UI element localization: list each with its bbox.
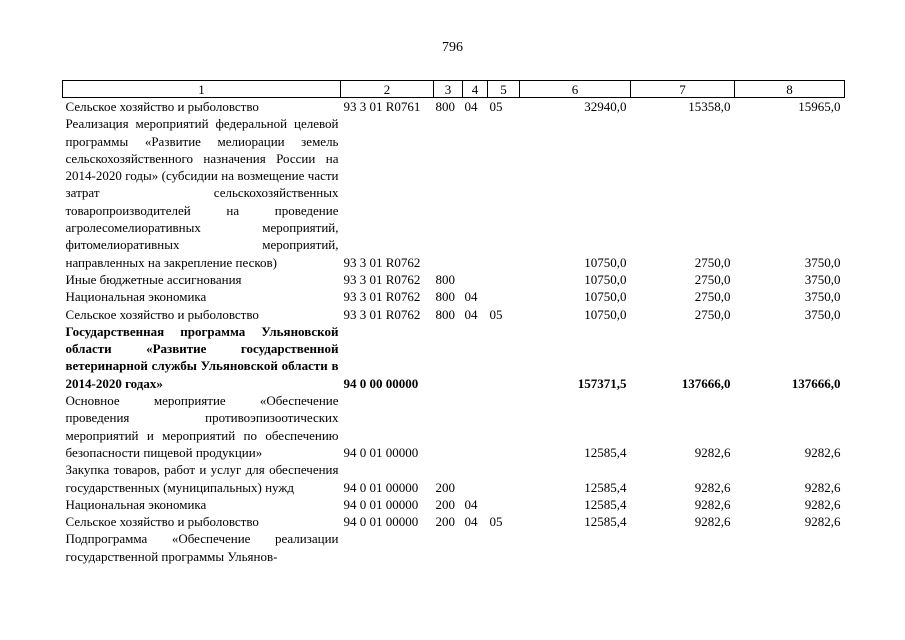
table-body [63, 98, 845, 566]
amount-col7: 2750,0 [694, 289, 731, 305]
column-header: 6 [520, 81, 631, 98]
amount-col7 [631, 530, 735, 565]
amount-col7: 2750,0 [694, 306, 731, 322]
row-name: Сельское хозяйство и рыболовство [65, 514, 259, 530]
expense-type-code [434, 392, 463, 461]
subsection-code [488, 392, 520, 461]
section-code: 04 [464, 496, 478, 512]
section-code [463, 323, 488, 392]
column-header: 8 [735, 81, 845, 98]
amount-col8: 137666,0 [791, 375, 841, 391]
amount-col7: 9282,6 [694, 444, 731, 460]
expense-type-code [434, 323, 463, 392]
expense-type-code: 800 [435, 271, 455, 287]
budget-code: 93 3 01 R0761 [343, 99, 421, 114]
subsection-code [488, 496, 520, 513]
column-header: 2 [341, 81, 434, 98]
amount-col7: 137666,0 [681, 375, 731, 391]
amount-col7: 2750,0 [694, 271, 731, 287]
table-row [63, 513, 845, 530]
amount-col7: 9282,6 [694, 496, 731, 512]
amount-col8: 9282,6 [804, 514, 841, 530]
column-header: 7 [631, 81, 735, 98]
expense-type-code: 200 [435, 514, 455, 530]
row-name: Национальная экономика [65, 289, 207, 305]
amount-col6: 12585,4 [584, 496, 627, 512]
subsection-code [488, 288, 520, 305]
table-row [63, 530, 845, 565]
row-name: Национальная экономика [65, 496, 207, 512]
amount-col8: 3750,0 [804, 306, 841, 322]
expense-type-code: 800 [435, 99, 455, 114]
column-header-row [63, 81, 845, 98]
table-row [63, 115, 845, 271]
row-name: Основное мероприятие «Обеспечение проведения противоэпизоотических мероприятий и мероприятий по обеспечению безопасности пищевой продукции» [65, 393, 339, 460]
subsection-code: 05 [489, 306, 503, 322]
table-row [63, 323, 845, 392]
subsection-code: 05 [489, 99, 503, 114]
table-row [63, 306, 845, 323]
section-code [463, 392, 488, 461]
section-code: 04 [464, 514, 478, 530]
expense-type-code [434, 530, 463, 565]
budget-code: 94 0 01 00000 [343, 479, 419, 495]
subsection-code [488, 115, 520, 271]
subsection-code [488, 323, 520, 392]
section-code [463, 530, 488, 565]
amount-col8: 15965,0 [798, 99, 841, 114]
row-name: Подпрограмма «Обеспечение реализации государственной программы Ульянов- [65, 531, 339, 564]
row-name: Закупка товаров, работ и услуг для обеспечения государственных (муниципальных) нужд [65, 462, 339, 495]
section-code: 04 [464, 289, 478, 305]
budget-table [62, 80, 845, 565]
page-number: 796 [442, 40, 463, 55]
expense-type-code: 200 [435, 479, 455, 495]
table-row [63, 98, 845, 116]
amount-col6 [520, 530, 631, 565]
expense-type-code: 800 [435, 289, 455, 305]
expense-type-code: 800 [435, 306, 455, 322]
amount-col8: 9282,6 [804, 496, 841, 512]
amount-col7: 2750,0 [694, 254, 731, 270]
subsection-code [488, 461, 520, 496]
expense-type-code: 200 [435, 496, 455, 512]
column-header: 1 [63, 81, 341, 98]
amount-col6: 10750,0 [584, 271, 627, 287]
subsection-code [488, 530, 520, 565]
budget-code: 93 3 01 R0762 [343, 289, 421, 305]
amount-col8: 3750,0 [804, 271, 841, 287]
row-name: Реализация мероприятий федеральной целевой программы «Развитие мелиорации земель сельскохозяйственного назначения России на 2014-2020 годы» (субсидии на возмещение части затрат сельскохозяйственных товаропроизводителей на проведение агролесомелиоративных мероприятий, фитомелиоративных мероприятий, направленных на закрепление песков) [65, 116, 339, 270]
row-name: Иные бюджетные ассигнования [65, 271, 242, 287]
table-row [63, 496, 845, 513]
section-code: 04 [464, 306, 478, 322]
amount-col6: 157371,5 [577, 375, 627, 391]
subsection-code [488, 271, 520, 288]
amount-col6: 10750,0 [584, 306, 627, 322]
table-row [63, 392, 845, 461]
amount-col8: 3750,0 [804, 254, 841, 270]
section-code [463, 461, 488, 496]
amount-col8 [735, 530, 845, 565]
budget-code [341, 530, 434, 565]
budget-code: 93 3 01 R0762 [343, 306, 421, 322]
amount-col6: 12585,4 [584, 514, 627, 530]
column-header: 4 [463, 81, 488, 98]
row-name: Сельское хозяйство и рыболовство [65, 306, 259, 322]
budget-code: 94 0 01 00000 [343, 444, 419, 460]
expense-type-code [434, 115, 463, 271]
amount-col7: 9282,6 [694, 514, 731, 530]
amount-col8: 3750,0 [804, 289, 841, 305]
budget-code: 93 3 01 R0762 [343, 254, 421, 270]
amount-col6: 10750,0 [584, 289, 627, 305]
budget-code: 94 0 01 00000 [343, 496, 419, 512]
subsection-code: 05 [489, 514, 503, 530]
section-code [463, 271, 488, 288]
amount-col8: 9282,6 [804, 444, 841, 460]
amount-col6: 32940,0 [584, 99, 627, 114]
amount-col7: 9282,6 [694, 479, 731, 495]
budget-code: 94 0 01 00000 [343, 514, 419, 530]
table-row [63, 288, 845, 305]
amount-col6: 12585,4 [584, 444, 627, 460]
amount-col8: 9282,6 [804, 479, 841, 495]
budget-code: 94 0 00 00000 [343, 375, 419, 391]
amount-col7: 15358,0 [688, 99, 731, 114]
section-code: 04 [464, 99, 478, 114]
budget-code: 93 3 01 R0762 [343, 271, 421, 287]
row-name: Государственная программа Ульяновской области «Развитие государственной ветеринарной службы Ульяновской области в 2014-2020 годах» [65, 323, 339, 391]
column-header: 5 [488, 81, 520, 98]
amount-col6: 10750,0 [584, 254, 627, 270]
table-row [63, 271, 845, 288]
column-header: 3 [434, 81, 463, 98]
table-row [63, 461, 845, 496]
row-name: Сельское хозяйство и рыболовство [65, 99, 259, 114]
section-code [463, 115, 488, 271]
amount-col6: 12585,4 [584, 479, 627, 495]
